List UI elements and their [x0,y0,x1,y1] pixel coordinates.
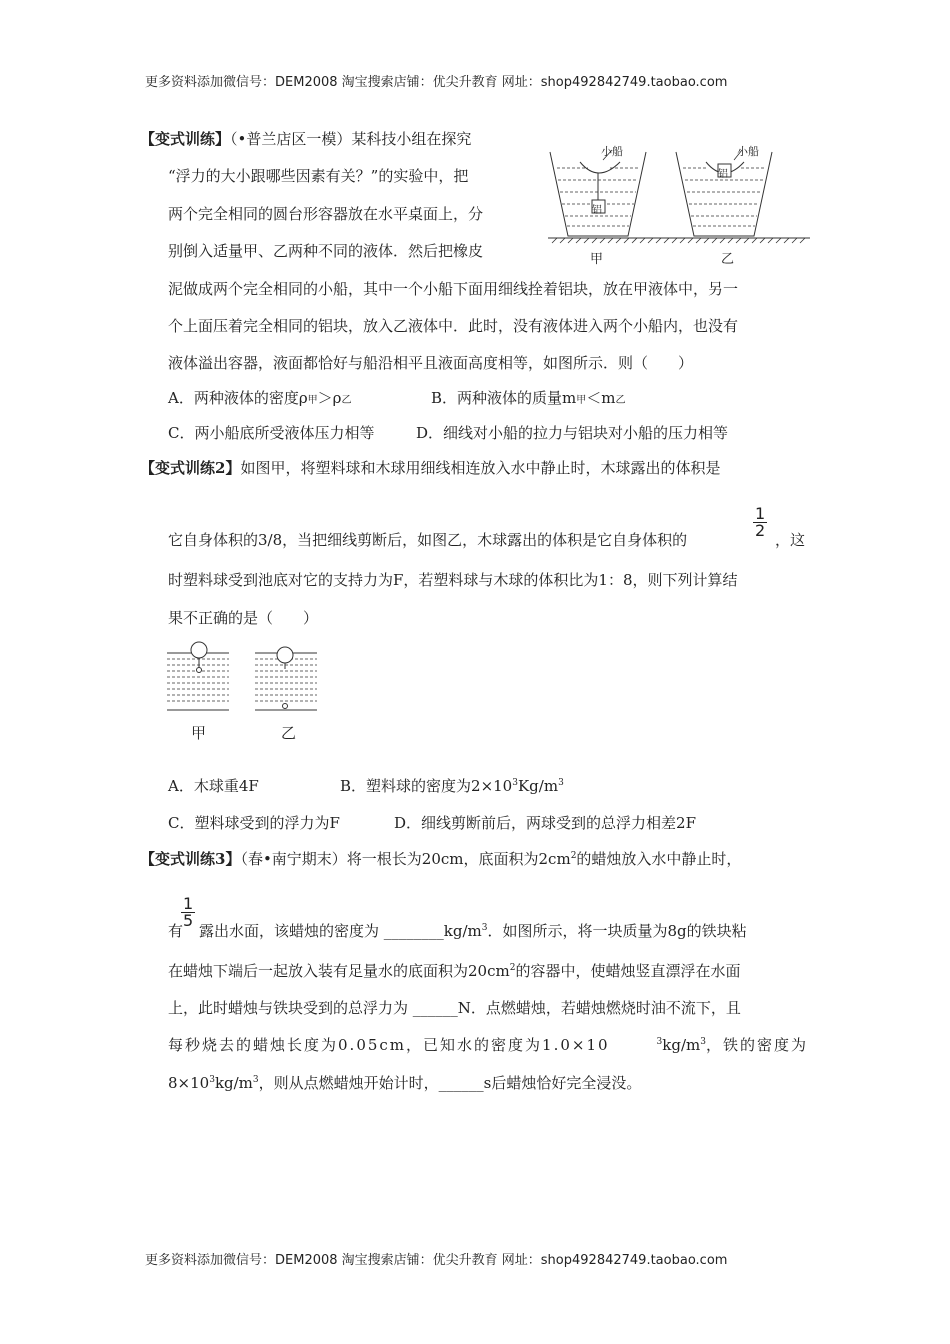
q2-fig-caption-yi: 乙 [281,724,297,742]
page-header: 更多资料添加微信号：DEM2008 淘宝搜索店铺：优尖升教育 网址：shop492842749.taobao.com [145,75,728,90]
ground-hatching [552,238,805,243]
q1-fig-boat-label-2: 小船 [737,145,759,158]
q2-line-3: 时塑料球受到池底对它的支持力为F，若塑料球与木球的体积比为1：8，则下列计算结 [168,571,738,589]
q3-text-2-sup: 3 [481,923,488,933]
q2-option-b [340,776,564,796]
q2-fig-caption-jia: 甲 [191,724,207,742]
page-footer: 更多资料添加微信号：DEM2008 淘宝搜索店铺：优尖升教育 网址：shop492842749.taobao.com [145,1253,728,1268]
q1-option-b [431,388,625,411]
plastic-ball-yi [283,704,288,709]
q3-fraction-den: 5 [183,911,194,930]
q1-line-7: 液体溢出容器，液面都恰好与船沿相平且液面高度相等，如图所示．则（ ） [168,354,694,372]
q1-option-a-text: A．两种液体的密度ρ [168,389,308,407]
q2-option-c: C．塑料球受到的浮力为F [168,814,340,832]
q2-fraction-half [753,506,767,539]
q2-option-b-sup2: 3 [558,778,564,788]
q1-option-c: C．两小船底所受液体压力相等 [168,424,375,442]
q2-fraction-den: 2 [755,521,766,540]
q3-text-6c: ，则从点燃蜡烛开始计时，______s后蜡烛恰好完全浸没。 [258,1074,642,1092]
q3-line-4: 上，此时蜡烛与铁块受到的总浮力为 ______N．点燃蜡烛，若蜡烛燃烧时油不流下，且 [168,999,741,1017]
q3-text-6a: 8×10 [168,1074,210,1092]
q3-line-2 [199,921,747,941]
q2-text-1: 如图甲，将塑料球和木球用细线相连放入水中静止时，木球露出的体积是 [240,459,721,477]
q1-text-1: （•普兰店区一模）某科技小组在探究 [230,130,472,148]
q1-fig-boat-label-1: 小船 [601,145,623,158]
q3-text-3b: 的容器中，使蜡烛竖直漂浮在水面 [515,962,741,980]
q2-option-a: A．木球重4F [168,777,259,795]
q3-text-5c: ，铁的密度为 [705,1036,808,1054]
q1-line-5: 泥做成两个完全相同的小船，其中一个小船下面用细线拴着铝块，放在甲液体中，另一 [168,280,739,298]
q1-line-1 [140,129,471,149]
q2-option-d: D．细线剪断前后，两球受到的总浮力相差2F [394,814,696,832]
q3-line-6 [168,1073,641,1093]
q2-line-4: 果不正确的是（ ） [168,609,319,627]
q1-figure [548,140,813,265]
q1-line-6: 个上面压着完全相同的铝块，放入乙液体中．此时，没有液体进入两个小船内，也没有 [168,317,739,335]
q3-fraction-fifth [181,896,195,929]
q1-option-a-sub1: 甲 [307,395,318,406]
q3-text-2b: 露出水面，该蜡烛的密度为 ________kg/m [199,922,482,940]
q3-text-5a: 每秒烧去的蜡烛长度为0.05cm，已知水的密度为1.0×10 [168,1036,610,1054]
q1-option-a [168,388,351,411]
q3-line-5 [168,1035,808,1055]
q2-option-b-sup1: 3 [512,778,518,788]
q1-option-a-sub2: 乙 [341,395,352,406]
q3-line-2-start: 有 [168,922,184,940]
q3-text-5-sup2: 3 [700,1037,706,1047]
q1-line-3: 两个完全相同的圆台形容器放在水平桌面上，分 [168,205,484,223]
water-jia [167,653,229,710]
q1-option-b-sub1: 甲 [576,395,587,406]
q3-text-2c: ．如图所示，将一块质量为8g的铁块粘 [487,922,747,940]
q3-fraction-num: 1 [183,894,194,913]
q3-line-1 [140,849,741,869]
q3-text-6b: kg/m [214,1074,253,1092]
q1-option-a-mid: ＞ρ [317,389,342,407]
q2-line-1 [140,458,720,478]
q1-fig-al-label-2: 铝 [718,169,728,180]
q1-option-d: D．细线对小船的拉力与铝块对小船的压力相等 [416,424,729,442]
q2-option-b-unit: Kg/m [517,777,559,795]
q1-fig-al-label-1: 铝 [592,205,602,216]
q3-text-5b: kg/m [662,1036,701,1054]
wood-ball-jia [191,642,207,658]
q3-text-1-sup: 2 [570,851,577,861]
q3-text-1a: （春•南宁期末）将一根长为20cm，底面积为2cm [240,850,571,868]
q1-option-b-mid: ＜m [586,389,616,407]
q3-text-5-rest [657,1035,808,1055]
q3-text-6-sup1: 3 [209,1075,215,1085]
q3-text-3-sup: 2 [509,963,516,973]
q1-fig-caption-yi: 乙 [721,252,735,267]
q2-figure [165,640,325,716]
q3-text-6-sup2: 3 [252,1075,259,1085]
q2-fraction-num: 1 [755,504,766,523]
q2-line-2-end: ，这 [775,531,806,549]
boat-jia [580,162,620,173]
q1-fig-caption-jia: 甲 [590,252,604,267]
q3-text-5-sup1: 3 [656,1037,663,1047]
q2-option-b-text: B．塑料球的密度为2×10 [340,777,513,795]
q3-text-1b: 的蜡烛放入水中静止时， [576,850,742,868]
q1-option-b-sub2: 乙 [615,395,626,406]
q2-tag: 【变式训练2】 [140,459,241,477]
q1-tag: 【变式训练】 [140,130,231,148]
q3-line-3 [168,961,740,981]
q1-line-4: 别倒入适量甲、乙两种不同的液体．然后把橡皮 [168,242,484,260]
wood-ball-yi [277,647,293,663]
q2-line-2: 它自身体积的3/8，当把细线剪断后，如图乙，木球露出的体积是它自身体积的 [168,531,688,549]
q3-tag: 【变式训练3】 [140,850,241,868]
q3-text-3a: 在蜡烛下端后一起放入装有足量水的底面积为20cm [168,962,510,980]
q1-option-b-text: B．两种液体的质量m [431,389,577,407]
plastic-ball-jia [197,668,202,673]
q1-line-2: “浮力的大小跟哪些因素有关？”的实验中，把 [168,167,469,185]
